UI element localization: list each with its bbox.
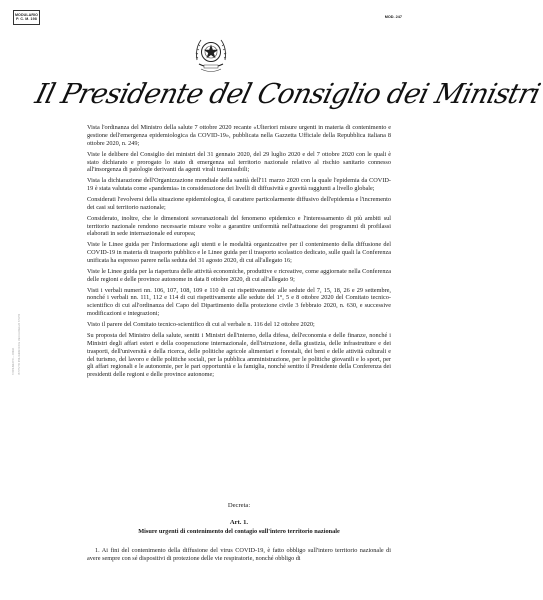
decreta-heading: Decreta: (227, 502, 251, 509)
article-title: Misure urgenti di contenimento del contagio sull'intero territorio nazionale (138, 528, 340, 535)
article-number: Art. 1. (229, 519, 249, 526)
modulario-label: MODULARIO (14, 13, 39, 17)
margin-note-location: STABILIMENTO — ROMA (13, 347, 15, 375)
paragraph-linee-attivita: Viste le Linee guida per la riapertura delle attività economiche, produttive e ricreative, come aggiornate nella Conferenza delle regioni e delle province autonome in data 8 ottobre 2020, di cui all'allegato 9; (87, 267, 391, 283)
page-title: Il Presidente del Consiglio dei Ministri (31, 78, 543, 110)
paragraph-verbali: Visti i verbali numeri nn. 106, 107, 108, 109 e 110 di cui rispettivamente alle sedute del 7, 15, 18, 26 e 29 settembre, nonché i verbali nn. 111, 112 e 114 di cui rispettivamente alle sedute del 1°, 5 e 8 ottobre 2020 del Comitato tecnico-scientifico di cui all'ordinanza del Capo del Dipartimento della protezione civile 3 febbraio 2020, n. 630, e successive modificazioni e integrazioni; (87, 286, 391, 318)
article-paragraph-1: 1. Ai fini del contenimento della diffusione del virus COVID-19, è fatto obbligo sull'intero territorio nazionale di avere sempre con sé dispositivi di protezione delle vie respiratorie, nonché obbligo di (87, 547, 391, 563)
paragraph-ordinanza: Vista l'ordinanza del Ministro della salute 7 ottobre 2020 recante «Ulteriori misure urgenti in materia di contenimento e gestione dell'emergenza epidemiologica da COVID-19», pubblicata nella Gazzetta Ufficiale della Repubblica italiana 8 ottobre 2020, n. 249; (87, 124, 391, 147)
modulario-box (13, 10, 40, 25)
paragraph-oms: Vista la dichiarazione dell'Organizzazione mondiale della sanità dell'11 marzo 2020 con la quale l'epidemia da COVID-19 è stata valutata come «pandemia» in considerazione dei livelli di diffusività e gravità raggiunti a livello globale; (87, 177, 391, 193)
italian-republic-emblem-icon (193, 34, 229, 76)
mod-code: MOD. 247 (384, 15, 402, 19)
margin-note-printer: ISTITUTO POLIGRAFICO E ZECCA DELLO STATO (19, 313, 21, 375)
paragraph-linee-trasporto: Viste le Linee guida per l'informazione agli utenti e le modalità organizzative per il contenimento della diffusione del COVID-19 in materia di trasporto pubblico e le Linee guida per il trasporto scolastico dedicato, sulle quali la Conferenza unificata ha espresso parere nella seduta del 31 agosto 2020, di cui all'allegato 16; (87, 241, 391, 265)
paragraph-proposta: Su proposta del Ministro della salute, sentiti i Ministri dell'interno, della difesa, dell'economia e delle finanze, nonché i Ministri degli affari esteri e della cooperazione internazionale, dell'istruzione, della giustizia, delle infrastrutture e dei trasporti, dell'università e della ricerca, delle politiche agricole alimentari e forestali, dei beni e delle attività culturali e del turismo, del lavoro e delle politiche sociali, per la pubblica amministrazione, per le politiche giovanili e lo sport, per gli affari regionali e le autonomie, per le pari opportunità e la famiglia, nonché sentito il Presidente della Conferenza dei presidenti delle regioni e delle province autonome; (87, 331, 391, 379)
paragraph-considerati: Considerati l'evolversi della situazione epidemiologica, il carattere particolarmente diffusivo dell'epidemia e l'incremento dei casi sul territorio nazionale; (87, 195, 391, 211)
paragraph-delibere: Viste le delibere del Consiglio dei ministri del 31 gennaio 2020, del 29 luglio 2020 e del 7 ottobre 2020 con le quali è stato dichiarato e prorogato lo stato di emergenza sul territorio nazionale relativo al rischio sanitario connesso all'insorgenza di patologie derivanti da agenti virali trasmissibili; (87, 150, 391, 174)
paragraph-parere: Visto il parere del Comitato tecnico-scientifico di cui al verbale n. 116 del 12 ottobre 2020; (87, 321, 315, 329)
modulario-code: P. C. M. 198 (16, 17, 37, 22)
paragraph-considerato: Considerato, inoltre, che le dimensioni sovranazionali del fenomeno epidemico e l'interessamento di più ambiti sul territorio nazionale rendono necessarie misure volte a garantire uniformità nell'attuazione dei programmi di profilassi elaborati in sede internazionale ed europea; (87, 214, 391, 238)
document-body (87, 124, 391, 382)
